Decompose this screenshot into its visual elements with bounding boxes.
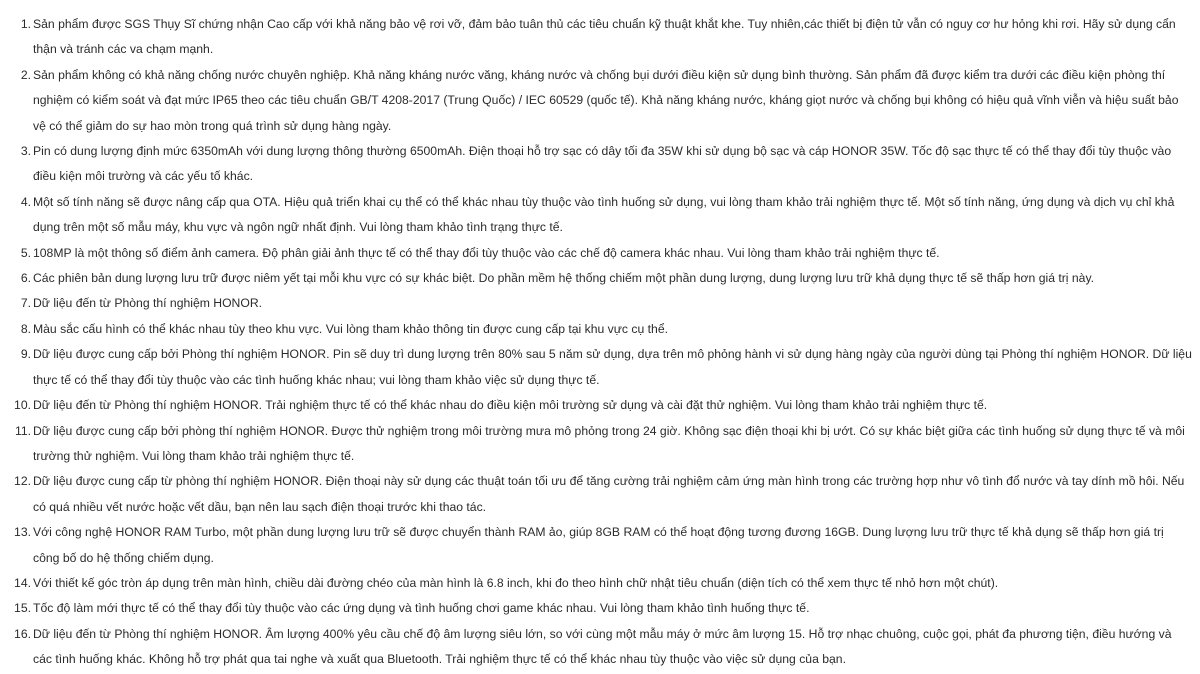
- footnote-item: [0, 571, 1192, 596]
- footnote-text: Sản phẩm được SGS Thụy Sĩ chứng nhận Cao cấp với khả năng bảo vệ rơi vỡ, đảm bảo tuân thủ các tiêu chuẩn kỹ thuật khắt khe. Tuy nhiên,các thiết bị điện tử vẫn có nguy cơ hư hỏng khi rơi. Hãy sử dụng cẩn thận và tránh các va chạm mạnh.: [33, 17, 1176, 57]
- footnote-item: [0, 241, 1192, 266]
- footnote-number: 4.: [20, 194, 31, 209]
- footnote-item: [0, 291, 1192, 316]
- footnote-item: [0, 393, 1192, 418]
- footnote-number: 10.: [14, 398, 31, 413]
- footnote-text: Với thiết kế góc tròn áp dụng trên màn hình, chiều dài đường chéo của màn hình là 6.8 inch, khi đo theo hình chữ nhật tiêu chuẩn (diện tích có thể xem thực tế nhỏ hơn một chút).: [33, 575, 999, 590]
- footnote-number: 12.: [14, 474, 31, 489]
- footnote-text: Với công nghệ HONOR RAM Turbo, một phần dung lượng lưu trữ sẽ được chuyển thành RAM ảo, giúp 8GB RAM có thể hoạt động tương đương 16GB. Dung lượng lưu trữ thực tế khả dụng sẽ thấp hơn giá trị công bố do hệ thống chiếm dụng.: [33, 525, 1164, 565]
- footnote-text: Sản phẩm không có khả năng chống nước chuyên nghiệp. Khả năng kháng nước văng, kháng nước và chống bụi dưới điều kiện sử dụng bình thường. Sản phẩm đã được kiểm tra dưới các điều kiện phòng thí nghiệm có kiểm soát và đạt mức IP65 theo các tiêu chuẩn GB/T 4208-2017 (Trung Quốc) / IEC 60529 (quốc tế). Khả năng kháng nước, kháng giọt nước và chống bụi không có hiệu quả vĩnh viễn và hiệu suất bảo vệ có thể giảm do sự hao mòn trong quá trình sử dụng hàng ngày.: [33, 67, 1179, 133]
- footnote-number: 7.: [20, 296, 31, 311]
- footnote-item: [0, 419, 1192, 470]
- footnote-text: Dữ liệu đến từ Phòng thí nghiệm HONOR. Âm lượng 400% yêu cầu chế độ âm lượng siêu lớn, so với cùng một mẫu máy ở mức âm lượng 15. Hỗ trợ nhạc chuông, cuộc gọi, phát đa phương tiện, điều hướng và các tình huống khác. Không hỗ trợ phát qua tai nghe và xuất qua Bluetooth. Trải nghiệm thực tế có thể khác nhau tùy thuộc vào việc sử dụng của bạn.: [33, 626, 1172, 667]
- footnote-text: Tốc độ làm mới thực tế có thể thay đổi tùy thuộc vào các ứng dụng và tình huống chơi game khác nhau. Vui lòng tham khảo tình huống thực tế.: [33, 601, 810, 616]
- footnote-item: [0, 266, 1192, 291]
- footnote-number: 9.: [20, 347, 31, 362]
- footnote-number: 11.: [14, 423, 31, 438]
- footnote-item: [0, 317, 1192, 342]
- footnote-number: 8.: [20, 321, 31, 336]
- footnote-item: [0, 596, 1192, 621]
- footnote-item: [0, 342, 1192, 393]
- footnote-text: Màu sắc cấu hình có thể khác nhau tùy theo khu vực. Vui lòng tham khảo thông tin được cung cấp tại khu vực cụ thể.: [33, 321, 668, 336]
- footnote-text: Dữ liệu đến từ Phòng thí nghiệm HONOR.: [33, 296, 263, 311]
- footnote-item: [0, 12, 1192, 63]
- footnote-number: 1.: [20, 17, 31, 31]
- footnote-number: 3.: [20, 144, 31, 159]
- footnote-text: Một số tính năng sẽ được nâng cấp qua OTA. Hiệu quả triển khai cụ thể có thể khác nhau tùy thuộc vào tình huống sử dụng, vui lòng tham khảo trải nghiệm thực tế. Một số tính năng, ứng dụng và dịch vụ chỉ khả dụng trên một số mẫu máy, khu vực và ngôn ngữ nhất định. Vui lòng tham khảo tình trạng thực tế.: [33, 194, 1175, 235]
- footnote-number: 2.: [20, 67, 31, 82]
- footnote-item: [0, 622, 1192, 673]
- footnote-text: Dữ liệu đến từ Phòng thí nghiệm HONOR. Trải nghiệm thực tế có thể khác nhau do điều kiện môi trường sử dụng và cài đặt thử nghiệm. Vui lòng tham khảo trải nghiệm thực tế.: [33, 398, 988, 413]
- footnote-item: [0, 63, 1192, 139]
- footnote-item: [0, 190, 1192, 241]
- footnote-text: Dữ liệu được cung cấp bởi phòng thí nghiệm HONOR. Được thử nghiệm trong môi trường mưa mô phỏng trong 24 giờ. Không sạc điện thoại khi bị ướt. Có sự khác biệt giữa các tình huống sử dụng thực tế và môi trường thử nghiệm. Vui lòng tham khảo trải nghiệm thực tế.: [33, 423, 1185, 463]
- footnote-text: Dữ liệu được cung cấp từ phòng thí nghiệm HONOR. Điện thoại này sử dụng các thuật toán tối ưu để tăng cường trải nghiệm cảm ứng màn hình trong các trường hợp như vô tình đổ nước và tay dính mồ hôi. Nếu có quá nhiều vết nước hoặc vết dầu, bạn nên lau sạch điện thoại trước khi thao tác.: [33, 474, 1185, 514]
- footnote-number: 6.: [20, 271, 31, 286]
- footnote-item: [0, 139, 1192, 190]
- footnote-text: 108MP là một thông số điểm ảnh camera. Độ phân giải ảnh thực tế có thể thay đổi tùy thuộc vào các chế độ camera khác nhau. Vui lòng tham khảo trải nghiệm thực tế.: [33, 245, 940, 260]
- footnote-number: 14.: [14, 575, 31, 590]
- footnote-number: 5.: [20, 245, 31, 260]
- footnote-text: Dữ liệu được cung cấp bởi Phòng thí nghiệm HONOR. Pin sẽ duy trì dung lượng trên 80% sau 5 năm sử dụng, dựa trên mô phỏng hành vi sử dụng hàng ngày của người dùng tại Phòng thí nghiệm HONOR. Dữ liệu thực tế có thể thay đổi tùy thuộc vào các tình huống khác nhau; vui lòng tham khảo việc sử dụng thực tế.: [33, 347, 1192, 387]
- footnote-number: 16.: [14, 626, 31, 641]
- footnote-number: 13.: [14, 525, 31, 540]
- footnote-text: Pin có dung lượng định mức 6350mAh với dung lượng thông thường 6500mAh. Điện thoại hỗ trợ sạc có dây tối đa 35W khi sử dụng bộ sạc và cáp HONOR 35W. Tốc độ sạc thực tế có thể thay đổi tùy thuộc vào điều kiện môi trường và các yếu tố khác.: [33, 144, 1172, 184]
- footnote-text: Các phiên bản dung lượng lưu trữ được niêm yết tại mỗi khu vực có sự khác biệt. Do phần mềm hệ thống chiếm một phần dung lượng, dung lượng lưu trữ khả dụng thực tế sẽ thấp hơn giá trị này.: [33, 271, 1095, 286]
- footnote-item: [0, 520, 1192, 571]
- footnote-item: [0, 469, 1192, 520]
- footnote-number: 15.: [14, 601, 31, 616]
